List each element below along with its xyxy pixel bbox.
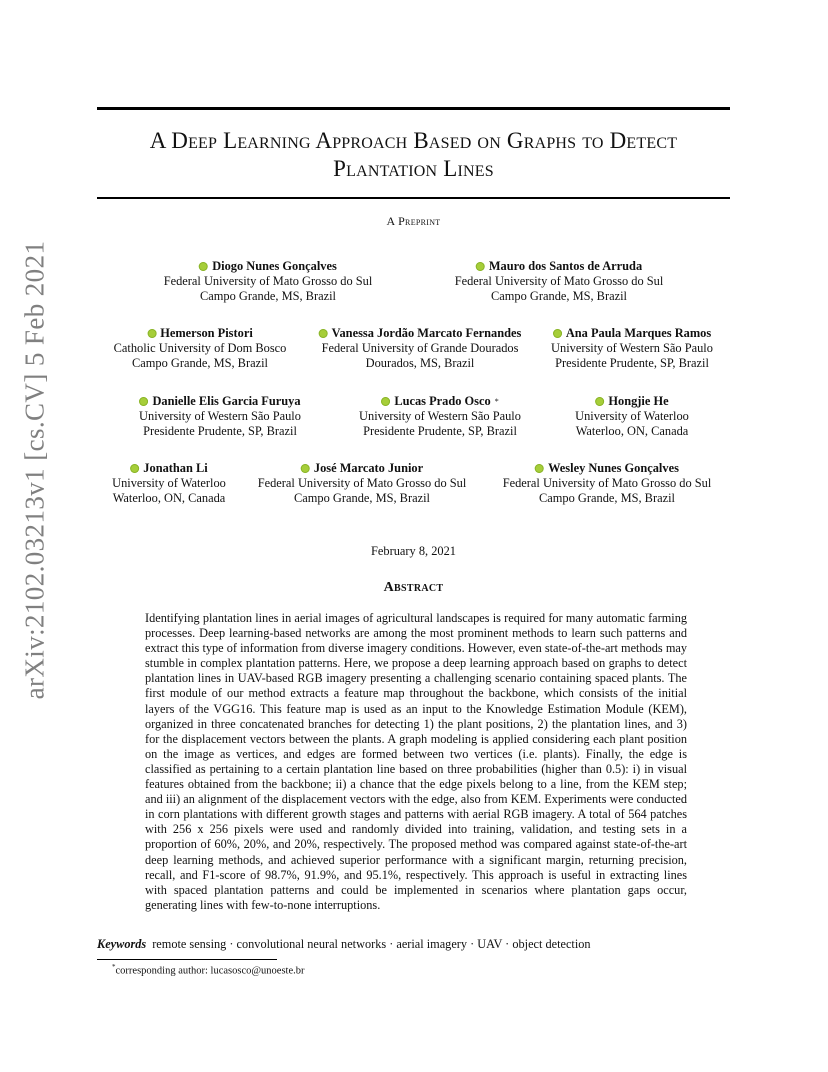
author-block bbox=[455, 259, 664, 304]
author-block bbox=[551, 326, 713, 371]
author-block bbox=[112, 461, 226, 506]
author-name: Vanessa Jordão Marcato Fernandes bbox=[331, 326, 522, 340]
author-name: Wesley Nunes Gonçalves bbox=[548, 461, 679, 475]
arxiv-stamp-text: arXiv:2102.03213v1 [cs.CV] 5 Feb 2021 bbox=[19, 240, 50, 700]
keywords-line bbox=[97, 937, 730, 952]
author-location: Waterloo, ON, Canada bbox=[112, 491, 226, 505]
top-rule bbox=[97, 107, 730, 110]
footnote-text: corresponding author: lucasosco@unoeste.br bbox=[115, 965, 305, 977]
author-location: Presidente Prudente, SP, Brazil bbox=[363, 424, 517, 438]
author-block bbox=[258, 461, 467, 506]
author-block bbox=[359, 394, 521, 439]
publication-date: February 8, 2021 bbox=[371, 544, 456, 558]
author-name: Mauro dos Santos de Arruda bbox=[488, 259, 643, 273]
author-location: Campo Grande, MS, Brazil bbox=[539, 491, 675, 505]
paper-title bbox=[97, 127, 730, 183]
author-affiliation: Federal University of Mato Grosso do Sul bbox=[163, 274, 373, 288]
keywords-label: Keywords bbox=[97, 937, 147, 951]
author-affiliation: Federal University of Mato Grosso do Sul bbox=[502, 476, 712, 490]
author-name: Hongjie He bbox=[608, 394, 669, 408]
orcid-icon[interactable] bbox=[199, 262, 208, 271]
author-location: Campo Grande, MS, Brazil bbox=[200, 289, 336, 303]
author-affiliation: Federal University of Mato Grosso do Sul bbox=[257, 476, 467, 490]
orcid-icon[interactable] bbox=[595, 397, 604, 406]
orcid-icon[interactable] bbox=[535, 464, 544, 473]
author-block bbox=[114, 326, 287, 371]
orcid-icon[interactable] bbox=[130, 464, 139, 473]
author-block bbox=[164, 259, 373, 304]
orcid-icon[interactable] bbox=[147, 329, 156, 338]
author-block bbox=[575, 394, 689, 439]
title-bottom-rule bbox=[97, 197, 730, 199]
author-affiliation: University of Waterloo bbox=[112, 476, 226, 490]
author-block bbox=[319, 326, 522, 371]
author-affiliation: University of Waterloo bbox=[575, 409, 689, 423]
footnote-mark: * bbox=[112, 963, 116, 971]
author-affiliation: Federal University of Grande Dourados bbox=[321, 341, 519, 355]
footnote-rule bbox=[97, 959, 277, 960]
author-location: Campo Grande, MS, Brazil bbox=[132, 356, 268, 370]
author-name: Jonathan Li bbox=[143, 461, 208, 475]
author-affiliation: University of Western São Paulo bbox=[551, 341, 713, 355]
abstract-body: Identifying plantation lines in aerial images of agricultural landscapes is required for many automatic farming processes. Deep learning-based networks are among the most prominent methods to learn such patterns and extract this type of information from diverse imagery conditions. However, even state-of-the-art methods may stumble in complex plantation patterns. Here, we propose a deep learning approach based on graphs to detect plantation lines in UAV-based RGB imagery presenting a challenging scenario containing spaced plants. The first module of our method extracts a feature map throughout the backbone, which consists of the initial layers of the VGG16. This feature map is used as an input to the Knowledge Estimation Module (KEM), organized in three concatenated branches for detecting 1) the plant positions, 2) the plantation lines, and 3) for the displacement vectors between the plants. A graph modeling is applied considering each plant position on the image as vertices, and edges are formed between two vertices (i.e. plants). Finally, the edge is classified as pertaining to a certain plantation line based on three probabilities (higher than 0.5): i) in visual features obtained from the backbone; ii) a chance that the edge pixels belong to a line, from the KEM step; and iii) an alignment of the displacement vectors with the edge, also from KEM. Experiments were conducted in corn plantations with different growth stages and patterns with aerial RGB imagery. A total of 564 patches with 256 x 256 pixels were used and randomly divided into training, validation, and testing sets in a proportion of 60%, 20%, and 20%, respectively. The proposed method was compared against state-of-the-art deep learning methods, and achieved superior performance with a significant margin, returning precision, recall, and F1-score of 98.7%, 91.9%, and 95.1%, respectively. This approach is useful in extracting lines with spaced plantation patterns and could be implemented in scenarios where plantation gaps occur, generating lines with few-to-none interruptions. bbox=[145, 611, 687, 912]
author-affiliation: University of Western São Paulo bbox=[139, 409, 301, 423]
orcid-icon[interactable] bbox=[476, 262, 485, 271]
footnote bbox=[112, 963, 305, 977]
author-name: Danielle Elis Garcia Furuya bbox=[152, 394, 301, 408]
orcid-icon[interactable] bbox=[139, 397, 148, 406]
author-name: Diogo Nunes Gonçalves bbox=[212, 259, 337, 273]
corresponding-author-mark: * bbox=[494, 397, 499, 406]
orcid-icon[interactable] bbox=[319, 329, 328, 338]
author-location: Presidente Prudente, SP, Brazil bbox=[555, 356, 709, 370]
preprint-label: A Preprint bbox=[386, 214, 441, 228]
author-affiliation: Catholic University of Dom Bosco bbox=[113, 341, 287, 355]
author-location: Dourados, MS, Brazil bbox=[365, 356, 475, 370]
author-block bbox=[503, 461, 712, 506]
author-location: Campo Grande, MS, Brazil bbox=[294, 491, 430, 505]
author-affiliation: Federal University of Mato Grosso do Sul bbox=[454, 274, 664, 288]
author-name: Hemerson Pistori bbox=[160, 326, 253, 340]
orcid-icon[interactable] bbox=[301, 464, 310, 473]
author-name: Lucas Prado Osco bbox=[394, 394, 491, 408]
author-block bbox=[139, 394, 301, 439]
orcid-icon[interactable] bbox=[381, 397, 390, 406]
author-location: Presidente Prudente, SP, Brazil bbox=[143, 424, 297, 438]
author-location: Campo Grande, MS, Brazil bbox=[491, 289, 627, 303]
keywords-list: remote sensing · convolutional neural networks · aerial imagery · UAV · object detection bbox=[152, 937, 591, 951]
orcid-icon[interactable] bbox=[553, 329, 562, 338]
title-line-1: A Deep Learning Approach Based on Graphs to Detect bbox=[149, 128, 678, 153]
author-location: Waterloo, ON, Canada bbox=[575, 424, 689, 438]
author-affiliation: University of Western São Paulo bbox=[359, 409, 521, 423]
abstract-heading: Abstract bbox=[383, 580, 444, 595]
author-name: Ana Paula Marques Ramos bbox=[565, 326, 712, 340]
author-name: José Marcato Junior bbox=[313, 461, 424, 475]
title-line-2: Plantation Lines bbox=[333, 156, 494, 181]
